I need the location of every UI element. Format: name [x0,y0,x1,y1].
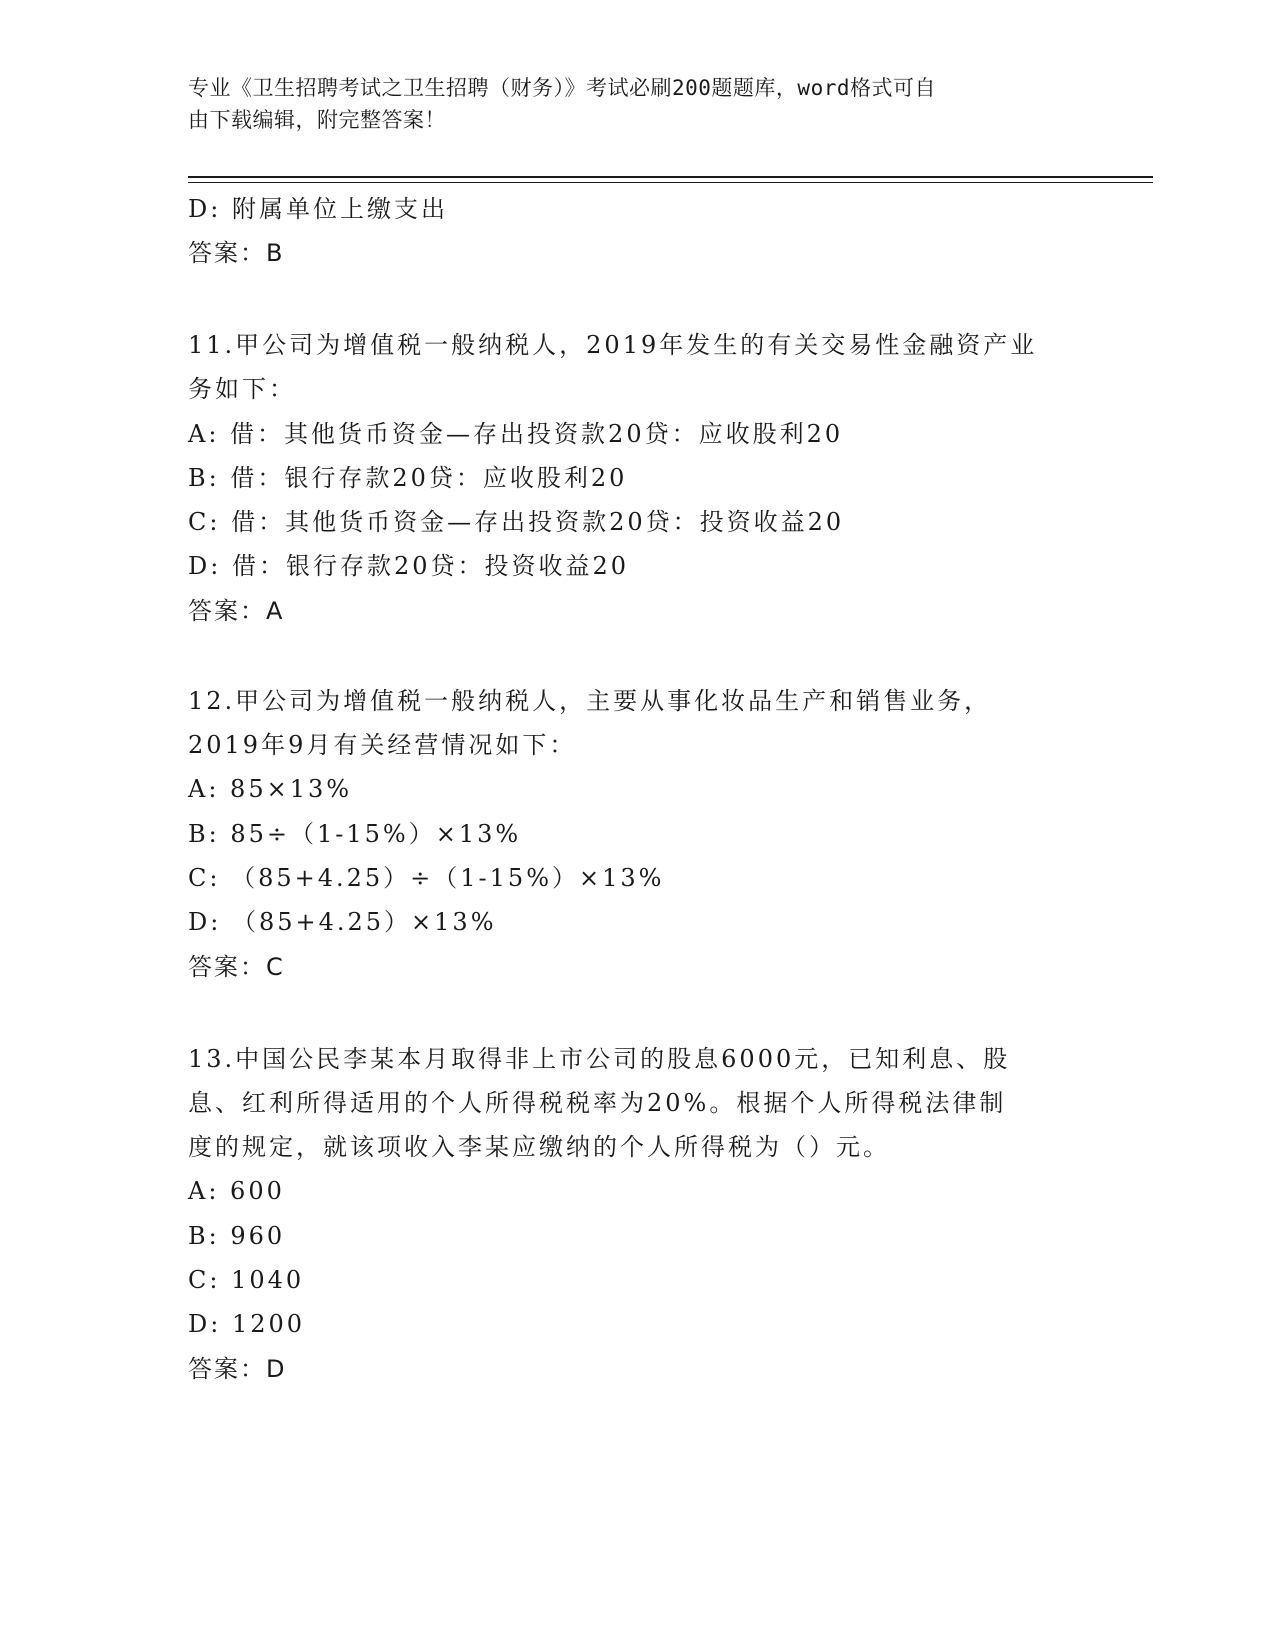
prev-option-d: D: 附属单位上缴支出 [188,195,448,223]
q13-option-b: B: 960 [188,1222,286,1250]
q13-option-c: C: 1040 [188,1266,305,1294]
q11-answer: 答案：A [188,597,285,625]
document-header [188,72,1068,136]
q11-stem-line-1: 11.甲公司为增值税一般纳税人，2019年发生的有关交易性金融资产业 [188,331,1038,359]
header-line-1: 专业《卫生招聘考试之卫生招聘（财务）》考试必刷200题题库，word格式可自 [188,76,936,100]
q13-stem-line-1: 13.中国公民李某本月取得非上市公司的股息6000元，已知利息、股 [188,1045,1011,1073]
q12-option-d: D: （85+4.25）×13% [188,908,497,936]
q12-option-a: A: 85×13% [188,775,353,803]
q11-option-a: A: 借：其他货币资金—存出投资款20贷：应收股利20 [188,420,844,448]
header-divider-thin [188,182,1153,183]
q11-option-b: B: 借：银行存款20贷：应收股利20 [188,464,628,492]
q11-stem-line-2: 务如下： [188,375,296,403]
q12-stem-line-2: 2019年9月有关经营情况如下： [188,731,577,759]
q11-option-c: C: 借：其他货币资金—存出投资款20贷：投资收益20 [188,508,845,536]
q12-option-c: C: （85+4.25）÷（1-15%）×13% [188,864,665,892]
q13-stem-line-3: 度的规定，就该项收入李某应缴纳的个人所得税为（）元。 [188,1133,890,1161]
q13-option-d: D: 1200 [188,1310,306,1338]
q12-stem-line-1: 12.甲公司为增值税一般纳税人，主要从事化妆品生产和销售业务， [188,687,992,715]
prev-answer: 答案：B [188,239,285,267]
q12-answer: 答案：C [188,953,285,981]
q12-option-b: B: 85÷（1-15%）×13% [188,820,522,848]
header-line-2: 由下载编辑，附完整答案！ [188,108,446,132]
q13-answer: 答案：D [188,1355,287,1383]
header-divider-thick [188,176,1153,178]
q13-option-a: A: 600 [188,1177,285,1205]
q11-option-d: D: 借：银行存款20贷：投资收益20 [188,552,630,580]
q13-stem-line-2: 息、红利所得适用的个人所得税税率为20%。根据个人所得税法律制 [188,1089,1007,1117]
